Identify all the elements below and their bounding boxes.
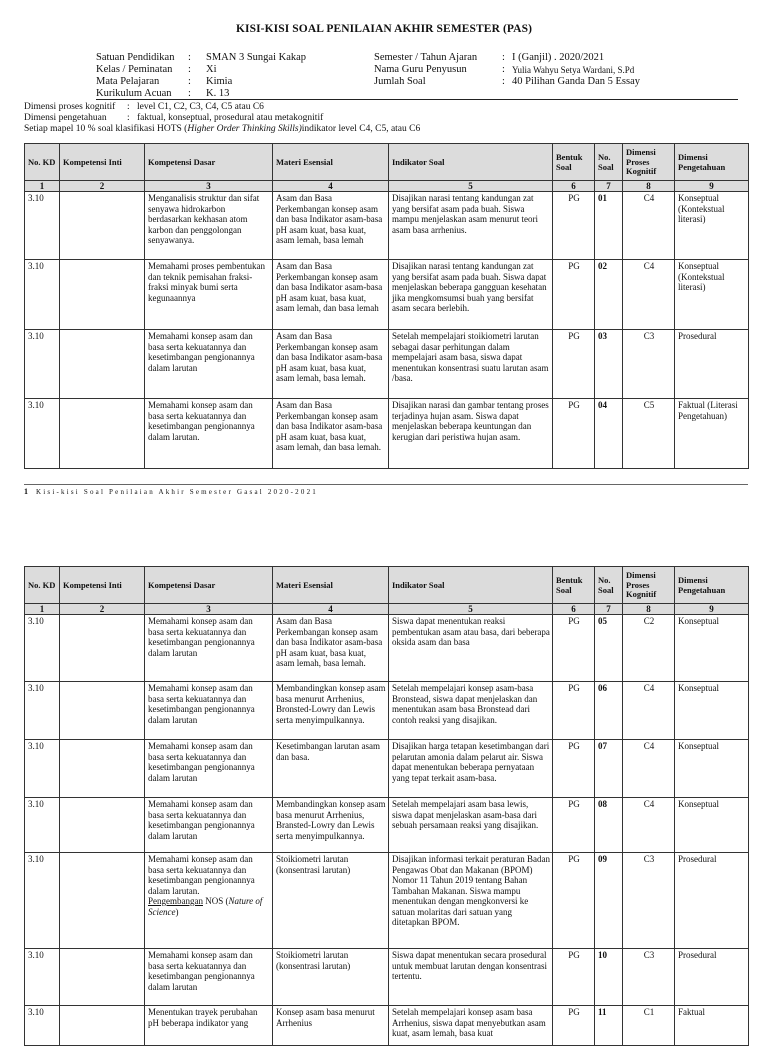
cell-kompetensi-dasar	[145, 1006, 273, 1046]
page-footer	[24, 487, 318, 496]
meta-value: K. 13	[206, 88, 230, 99]
cell-indikator-soal-text: Setelah mempelajari konsep asam-basa Bronstead, siswa dapat menjelaskan dan menentukan asam basa Bronstead dari contoh reaksi yang disajikan.	[392, 683, 538, 725]
col-number: 4	[273, 604, 389, 615]
cell-indikator-soal-text: Setelah mempelajari stoikiometri larutan sebagai dasar perhitungan dalam mempelajari asam basa, siswa dapat menentukan konsentrasi suatu larutan asam /basa.	[392, 331, 549, 383]
cell-kompetensi-dasar	[145, 740, 273, 798]
cell-dimensi-proses-kognitif-text: C4	[643, 261, 655, 271]
cell-no-soal-text: 09	[598, 854, 607, 864]
cell-no-kd	[25, 615, 60, 682]
table-row	[25, 399, 749, 469]
header-dimensi-pengetahuan: Dimensi Pengetahuan	[675, 144, 749, 181]
cell-bentuk-soal-text: PG	[568, 400, 580, 410]
col-number: 1	[25, 181, 60, 192]
cell-no-soal	[595, 949, 623, 1006]
cell-bentuk-soal-text: PG	[568, 616, 580, 626]
cell-kompetensi-dasar	[145, 798, 273, 853]
cell-no-soal-text: 07	[598, 741, 607, 751]
table-row	[25, 330, 749, 399]
header-kompetensi-inti: Kompetensi Inti	[60, 567, 145, 604]
cell-bentuk-soal-text: PG	[568, 683, 580, 693]
cell-bentuk-soal	[553, 260, 595, 330]
col-number: 5	[389, 181, 553, 192]
kd-extra-italic: Nature of Science	[148, 896, 263, 917]
cell-dimensi-pengetahuan-text: Konseptual	[678, 741, 719, 751]
cell-no-kd-text: 3.10	[28, 331, 44, 341]
cell-bentuk-soal	[553, 1006, 595, 1046]
cell-no-kd-text: 3.10	[28, 193, 44, 203]
cell-kompetensi-dasar-text: Memahami proses pembentukan dan teknik pemisahan fraksi-fraksi minyak bumi serta kegunaannya	[148, 261, 265, 303]
page-title: KISI-KISI SOAL PENILAIAN AKHIR SEMESTER (PAS)	[235, 23, 532, 35]
header-dimensi-proses-kognitif: Dimensi Proses Kognitif	[623, 567, 675, 604]
cell-indikator-soal	[389, 740, 553, 798]
cell-materi-esensial	[273, 682, 389, 740]
kd-extra-text: NOS (	[202, 896, 229, 906]
cell-bentuk-soal-text: PG	[568, 331, 580, 341]
cell-no-soal-text: 11	[598, 1007, 607, 1017]
note-value: faktual, konseptual, prosedural atau metakognitif	[137, 113, 324, 123]
cell-no-soal-text: 04	[598, 400, 607, 410]
meta-left: Satuan Pendidikan : SMAN 3 Sungai Kakap Kelas / Peminatan : Xi Mata Pelajaran : Kimia Kurikulum Acuan : K. 13	[96, 52, 307, 99]
cell-kompetensi-inti	[60, 399, 145, 469]
cell-indikator-soal-text: Disajikan narasi tentang kandungan zat yang bersifat asam pada buah. Siswa dapat menjelaskan beberapa gangguan kesehatan jika mengkomsumsi buah yang bersifat asam secara berlebih.	[392, 261, 547, 313]
meta-right: Semester / Tahun Ajaran : I (Ganjil) . 2020/2021 Nama Guru Penyusun : Yulia Wahyu Setya Wardani, S.Pd Jumlah Soal : 40 Pilihan Ganda Dan 5 Essay	[374, 52, 641, 87]
cell-dimensi-proses-kognitif	[623, 615, 675, 682]
cell-kompetensi-dasar-text: Memahami konsep asam dan basa serta kekuatannya dan kesetimbangan pengionannya dalam larutan	[148, 950, 255, 992]
cell-no-kd	[25, 798, 60, 853]
cell-no-soal-text: 10	[598, 950, 607, 960]
cell-dimensi-proses-kognitif-text: C3	[643, 854, 655, 864]
cell-dimensi-proses-kognitif-text: C2	[643, 616, 655, 626]
cell-kompetensi-dasar	[145, 330, 273, 399]
cell-dimensi-proses-kognitif-text: C4	[643, 683, 655, 693]
meta-value: I (Ganjil) . 2020/2021	[512, 52, 605, 63]
cell-bentuk-soal	[553, 682, 595, 740]
cell-indikator-soal	[389, 260, 553, 330]
cell-dimensi-proses-kognitif	[623, 682, 675, 740]
cell-bentuk-soal	[553, 798, 595, 853]
cell-no-kd-text: 3.10	[28, 683, 44, 693]
meta-label: Satuan Pendidikan	[96, 52, 175, 63]
cell-dimensi-pengetahuan-text: Konseptual (Kontekstual literasi)	[678, 261, 725, 292]
cell-dimensi-proses-kognitif	[623, 260, 675, 330]
cell-bentuk-soal-text: PG	[568, 193, 580, 203]
footer-rule	[24, 484, 748, 485]
cell-kompetensi-dasar-text: Memahami konsep asam dan basa serta kekuatannya dan kesetimbangan pengionannya dalam larutan	[148, 799, 255, 841]
table-row	[25, 192, 749, 260]
cell-dimensi-pengetahuan-text: Prosedural	[678, 854, 717, 864]
cell-dimensi-proses-kognitif-text: C1	[643, 1007, 655, 1017]
table-row	[25, 740, 749, 798]
cell-bentuk-soal-text: PG	[568, 950, 580, 960]
cell-dimensi-pengetahuan	[675, 615, 749, 682]
cell-dimensi-pengetahuan	[675, 949, 749, 1006]
header-materi-esensial: Materi Esensial	[273, 567, 389, 604]
cell-no-kd	[25, 682, 60, 740]
cell-indikator-soal-text: Siswa dapat menentukan reaksi pembentukan asam atau basa, dari beberapa oksida asam dan basa	[392, 616, 550, 647]
cell-no-kd-text: 3.10	[28, 261, 44, 271]
cell-no-soal-text: 02	[598, 261, 607, 271]
cell-indikator-soal	[389, 615, 553, 682]
meta-label: Kurikulum Acuan	[96, 88, 172, 99]
col-number: 2	[60, 604, 145, 615]
cell-kompetensi-inti	[60, 740, 145, 798]
cell-bentuk-soal-text: PG	[568, 799, 580, 809]
table-row	[25, 949, 749, 1006]
meta-value: Yulia Wahyu Setya Wardani, S.Pd	[512, 65, 635, 75]
cell-dimensi-pengetahuan	[675, 260, 749, 330]
header-bentuk-soal: Bentuk Soal	[553, 567, 595, 604]
cell-no-kd-text: 3.10	[28, 854, 44, 864]
cell-no-soal-text: 01	[598, 193, 607, 203]
cell-dimensi-pengetahuan-text: Prosedural	[678, 950, 717, 960]
cell-materi-esensial	[273, 260, 389, 330]
cell-kompetensi-dasar	[145, 260, 273, 330]
meta-value: Kimia	[206, 76, 233, 87]
cell-bentuk-soal	[553, 740, 595, 798]
page-number: 1	[24, 487, 28, 496]
header-rule	[96, 99, 738, 100]
col-number: 3	[145, 181, 273, 192]
cell-dimensi-proses-kognitif	[623, 740, 675, 798]
kd-extra-underlined: Pengembangan	[148, 896, 203, 906]
cell-indikator-soal	[389, 330, 553, 399]
cell-indikator-soal	[389, 853, 553, 949]
cell-no-kd-text: 3.10	[28, 799, 44, 809]
cell-dimensi-proses-kognitif	[623, 853, 675, 949]
table-row	[25, 615, 749, 682]
cell-kompetensi-dasar-text: Memahami konsep asam dan basa serta kekuatannya dan kesetimbangan pengionannya dalam larutan.	[148, 400, 255, 442]
cell-materi-esensial-text: Membandingkan konsep asam basa menurut Arrhenius, Bransted-Lowry dan Lewis serta menyimpulkannya.	[276, 799, 386, 841]
cell-no-soal	[595, 260, 623, 330]
table-row	[25, 1006, 749, 1046]
cell-dimensi-pengetahuan	[675, 853, 749, 949]
header-no-soal: No. Soal	[595, 144, 623, 181]
meta-label: Semester / Tahun Ajaran	[374, 52, 478, 63]
hots-note	[24, 124, 420, 135]
cell-no-kd-text: 3.10	[28, 1007, 44, 1017]
header-no-soal: No. Soal	[595, 567, 623, 604]
cell-indikator-soal	[389, 192, 553, 260]
col-number: 4	[273, 181, 389, 192]
cell-no-kd	[25, 330, 60, 399]
cell-kompetensi-inti	[60, 853, 145, 949]
cell-kompetensi-inti	[60, 798, 145, 853]
cell-kompetensi-dasar-text: Memahami konsep asam dan basa serta kekuatannya dan kesetimbangan pengionannya dalam larutan	[148, 741, 255, 783]
cell-indikator-soal	[389, 682, 553, 740]
hots-prefix: Setiap mapel 10 % soal klasifikasi HOTS (	[24, 124, 188, 134]
cell-no-kd	[25, 949, 60, 1006]
cell-dimensi-pengetahuan-text: Faktual	[678, 1007, 705, 1017]
cell-dimensi-pengetahuan-text: Prosedural	[678, 331, 717, 341]
cell-dimensi-proses-kognitif-text: C4	[643, 193, 655, 203]
cell-no-kd	[25, 740, 60, 798]
col-number: 5	[389, 604, 553, 615]
header-no-kd: No. KD	[25, 567, 60, 604]
cell-dimensi-pengetahuan-text: Konseptual	[678, 799, 719, 809]
cell-kompetensi-dasar	[145, 949, 273, 1006]
cell-dimensi-proses-kognitif	[623, 399, 675, 469]
cell-no-soal-text: 05	[598, 616, 607, 626]
footer-text: Kisi-kisi Soal Penilaian Akhir Semester Gasal 2020-2021	[36, 488, 318, 496]
col-number: 9	[675, 604, 749, 615]
cell-no-soal-text: 08	[598, 799, 607, 809]
cell-no-kd	[25, 399, 60, 469]
cell-no-kd	[25, 260, 60, 330]
cell-no-soal	[595, 740, 623, 798]
cell-no-soal	[595, 615, 623, 682]
cell-dimensi-proses-kognitif-text: C4	[643, 741, 655, 751]
table-row	[25, 682, 749, 740]
kisi-kisi-table-page-2	[24, 566, 749, 1046]
col-number: 7	[595, 604, 623, 615]
kd-extra-end: )	[175, 906, 179, 917]
cell-dimensi-proses-kognitif-text: C4	[643, 799, 655, 809]
note-label: Dimensi pengetahuan	[24, 113, 107, 123]
cell-indikator-soal-text: Setelah mempelajari asam basa lewis, siswa dapat menjelaskan asam-basa dari sebuah persamaan reaksi yang disajikan.	[392, 799, 539, 830]
header-dimensi-pengetahuan: Dimensi Pengetahuan	[675, 567, 749, 604]
cell-kompetensi-inti	[60, 949, 145, 1006]
header-materi-esensial: Materi Esensial	[273, 144, 389, 181]
header-no-kd: No. KD	[25, 144, 60, 181]
notes: Dimensi proses kognitif : level C1, C2, C3, C4, C5 atau C6 Dimensi pengetahuan : faktual, konseptual, prosedural atau metakognitif Setiap mapel 10 % soal klasifikasi HOTS ( Higher Order Thinking Skills) indikator level C4, C5, atau C6	[24, 102, 421, 134]
cell-indikator-soal-text: Disajikan harga tetapan kesetimbangan dari pelarutan amonia dalam pelarut air. Siswa dapat menentukan beberapa pernyataan yang tepat terkait asam-basa.	[392, 741, 550, 783]
cell-kompetensi-dasar-text: Memahami konsep asam dan basa serta kekuatannya dan kesetimbangan pengionannya dalam larutan	[148, 683, 255, 725]
note-label: Dimensi proses kognitif	[24, 102, 116, 112]
cell-dimensi-pengetahuan-text: Konseptual	[678, 683, 719, 693]
table-row	[25, 260, 749, 330]
cell-materi-esensial-text: Asam dan Basa Perkembangan konsep asam dan basa Indikator asam-basa pH asam kuat, basa kuat, asam lemah, dan basa lemah.	[276, 400, 383, 452]
cell-bentuk-soal	[553, 192, 595, 260]
cell-kompetensi-dasar-text: Memahami konsep asam dan basa serta kekuatannya dan kesetimbangan pengionannya dalam larutan.	[148, 854, 255, 896]
cell-materi-esensial	[273, 949, 389, 1006]
cell-dimensi-pengetahuan	[675, 399, 749, 469]
meta-label: Nama Guru Penyusun	[374, 64, 467, 75]
cell-no-kd-text: 3.10	[28, 400, 44, 410]
cell-bentuk-soal	[553, 949, 595, 1006]
cell-dimensi-proses-kognitif-text: C3	[643, 950, 655, 960]
cell-materi-esensial-text: Kesetimbangan larutan asam dan basa.	[276, 741, 380, 762]
cell-no-soal	[595, 682, 623, 740]
cell-dimensi-pengetahuan-text: Faktual (Literasi Pengetahuan)	[678, 400, 738, 421]
col-number: 1	[25, 604, 60, 615]
cell-indikator-soal	[389, 949, 553, 1006]
header-bentuk-soal: Bentuk Soal	[553, 144, 595, 181]
cell-indikator-soal-text: Disajikan informasi terkait peraturan Badan Pengawas Obat dan Makanan (BPOM) Nomor 11 Tahun 2019 tentang Bahan Tambahan Makanan. Siswa mampu menentukan dengan mengkonversi ke satuan molaritas dari satuan yang ditetapkan BPOM.	[392, 854, 550, 927]
cell-materi-esensial-text: Asam dan Basa Perkembangan konsep asam dan basa Indikator asam-basa pH asam kuat, basa kuat, asam lemah, dan basa lemah	[276, 261, 383, 313]
cell-indikator-soal-text: Disajikan narasi tentang kandungan zat yang bersifat asam pada buah. Siswa mampu menjelaskan asam menurut teori asam basa arrhenius.	[392, 193, 538, 235]
cell-indikator-soal-text: Siswa dapat menentukan secara prosedural untuk membuat larutan dengan konsentrasi tertentu.	[392, 950, 547, 981]
cell-bentuk-soal	[553, 330, 595, 399]
cell-materi-esensial	[273, 330, 389, 399]
cell-dimensi-proses-kognitif-text: C3	[643, 331, 655, 341]
cell-kompetensi-inti	[60, 682, 145, 740]
cell-materi-esensial	[273, 1006, 389, 1046]
cell-no-soal	[595, 1006, 623, 1046]
cell-no-kd	[25, 853, 60, 949]
cell-materi-esensial-text: Asam dan Basa Perkembangan konsep asam dan basa Indikator asam-basa pH asam kuat, basa kuat, asam lemah, basa lemah.	[276, 616, 383, 668]
cell-no-soal	[595, 399, 623, 469]
cell-kompetensi-inti	[60, 330, 145, 399]
cell-dimensi-pengetahuan	[675, 192, 749, 260]
cell-kompetensi-inti	[60, 260, 145, 330]
hots-italic: Higher Order Thinking Skills)	[187, 124, 302, 134]
cell-indikator-soal-text: Disajikan narasi dan gambar tentang proses terjadinya hujan asam. Siswa dapat menjelaskan beberapa keuntungan dan kerugian dari peristiwa hujan asam.	[392, 400, 549, 442]
cell-no-soal	[595, 192, 623, 260]
cell-materi-esensial-text: Konsep asam basa menurut Arrhenius	[276, 1007, 375, 1028]
cell-materi-esensial-text: Asam dan Basa Perkembangan konsep asam dan basa Indikator asam-basa pH asam kuat, basa kuat, asam lemah, basa lemah.	[276, 331, 383, 383]
cell-kompetensi-inti	[60, 615, 145, 682]
cell-kompetensi-dasar-text: Memahami konsep asam dan basa serta kekuatannya dan kesetimbangan pengionannya dalam larutan	[148, 616, 255, 658]
cell-dimensi-pengetahuan	[675, 330, 749, 399]
cell-indikator-soal	[389, 1006, 553, 1046]
header-kompetensi-inti: Kompetensi Inti	[60, 144, 145, 181]
meta-label: Jumlah Soal	[374, 76, 426, 87]
cell-dimensi-pengetahuan	[675, 1006, 749, 1046]
cell-dimensi-proses-kognitif-text: C5	[643, 400, 655, 410]
cell-dimensi-proses-kognitif	[623, 1006, 675, 1046]
header-kompetensi-dasar: Kompetensi Dasar	[145, 144, 273, 181]
cell-materi-esensial-text: Stoikiometri larutan (konsentrasi larutan)	[276, 950, 351, 971]
cell-indikator-soal-text: Setelah mempelajari konsep asam basa Arrhenius, siswa dapat menyebutkan asam kuat, asam lemah, basa kuat	[392, 1007, 546, 1038]
cell-kompetensi-dasar	[145, 615, 273, 682]
cell-no-kd-text: 3.10	[28, 616, 44, 626]
cell-bentuk-soal-text: PG	[568, 741, 580, 751]
cell-materi-esensial	[273, 798, 389, 853]
col-number: 8	[623, 604, 675, 615]
cell-dimensi-pengetahuan	[675, 682, 749, 740]
cell-kompetensi-inti	[60, 1006, 145, 1046]
cell-kompetensi-dasar-text: Menentukan trayek perubahan pH beberapa indikator yang	[148, 1007, 258, 1028]
cell-bentuk-soal	[553, 615, 595, 682]
cell-kompetensi-inti	[60, 192, 145, 260]
cell-indikator-soal	[389, 399, 553, 469]
header-indikator-soal: Indikator Soal	[389, 567, 553, 604]
cell-materi-esensial	[273, 740, 389, 798]
col-number: 8	[623, 181, 675, 192]
cell-dimensi-proses-kognitif	[623, 798, 675, 853]
cell-no-kd	[25, 1006, 60, 1046]
cell-materi-esensial	[273, 853, 389, 949]
col-number: 3	[145, 604, 273, 615]
cell-no-soal	[595, 330, 623, 399]
col-number: 6	[553, 604, 595, 615]
cell-bentuk-soal-text: PG	[568, 261, 580, 271]
col-number: 9	[675, 181, 749, 192]
header-indikator-soal: Indikator Soal	[389, 144, 553, 181]
kisi-kisi-table-page-1	[24, 143, 749, 469]
col-number: 7	[595, 181, 623, 192]
cell-kompetensi-dasar	[145, 853, 273, 949]
cell-bentuk-soal-text: PG	[568, 854, 580, 864]
table-row	[25, 798, 749, 853]
cell-dimensi-pengetahuan	[675, 798, 749, 853]
cell-dimensi-pengetahuan	[675, 740, 749, 798]
cell-materi-esensial-text: Stoikiometri larutan (konsentrasi larutan)	[276, 854, 351, 875]
cell-kompetensi-dasar	[145, 192, 273, 260]
cell-kompetensi-dasar	[145, 399, 273, 469]
cell-materi-esensial-text: Membandingkan konsep asam basa menurut Arrhenius, Bronsted-Lowry dan Lewis serta menyimpulkannya.	[276, 683, 386, 725]
cell-bentuk-soal	[553, 853, 595, 949]
meta-value: 40 Pilihan Ganda Dan 5 Essay	[512, 76, 641, 87]
cell-kompetensi-dasar-text: Menganalisis struktur dan sifat senyawa hidrokarbon berdasarkan kekhasan atom karbon dan penggolongan senyawanya.	[148, 193, 260, 245]
cell-no-kd-text: 3.10	[28, 741, 44, 751]
cell-bentuk-soal-text: PG	[568, 1007, 580, 1017]
cell-no-soal-text: 03	[598, 331, 607, 341]
cell-kompetensi-dasar	[145, 682, 273, 740]
cell-kompetensi-dasar-text: Memahami konsep asam dan basa serta kekuatannya dan kesetimbangan pengionannya dalam larutan	[148, 331, 255, 373]
header-kompetensi-dasar: Kompetensi Dasar	[145, 567, 273, 604]
cell-dimensi-pengetahuan-text: Konseptual	[678, 616, 719, 626]
cell-no-soal	[595, 853, 623, 949]
cell-materi-esensial	[273, 615, 389, 682]
col-number: 2	[60, 181, 145, 192]
cell-materi-esensial	[273, 399, 389, 469]
cell-bentuk-soal	[553, 399, 595, 469]
cell-materi-esensial	[273, 192, 389, 260]
table-row	[25, 853, 749, 949]
cell-dimensi-pengetahuan-text: Konseptual (Kontekstual literasi)	[678, 193, 725, 224]
cell-dimensi-proses-kognitif	[623, 192, 675, 260]
cell-no-soal	[595, 798, 623, 853]
hots-suffix: indikator level C4, C5, atau C6	[301, 124, 421, 134]
cell-no-kd-text: 3.10	[28, 950, 44, 960]
meta-label: Kelas / Peminatan	[96, 64, 173, 75]
meta-value: SMAN 3 Sungai Kakap	[206, 52, 307, 63]
cell-indikator-soal	[389, 798, 553, 853]
meta-label: Mata Pelajaran	[96, 76, 160, 87]
cell-no-soal-text: 06	[598, 683, 607, 693]
meta-value: Xi	[206, 64, 217, 75]
cell-dimensi-proses-kognitif	[623, 949, 675, 1006]
header-dimensi-proses-kognitif: Dimensi Proses Kognitif	[623, 144, 675, 181]
col-number: 6	[553, 181, 595, 192]
cell-materi-esensial-text: Asam dan Basa Perkembangan konsep asam dan basa Indikator asam-basa pH asam kuat, basa kuat, asam lemah, basa lemah	[276, 193, 383, 245]
note-value: level C1, C2, C3, C4, C5 atau C6	[137, 102, 264, 112]
cell-no-kd	[25, 192, 60, 260]
cell-dimensi-proses-kognitif	[623, 330, 675, 399]
